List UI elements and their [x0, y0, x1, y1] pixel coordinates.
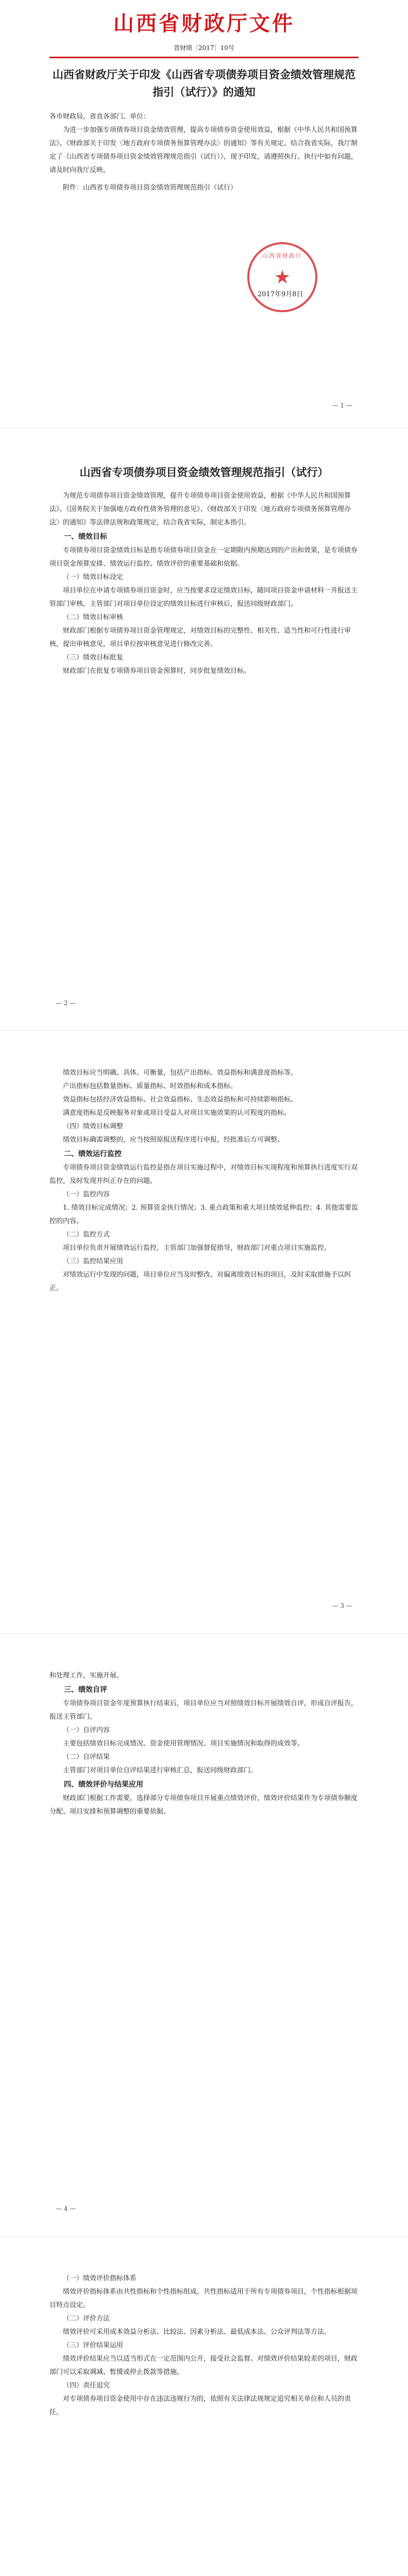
notice-body: 为进一步加强专项债券项目资金绩效管理，提高专项债券资金使用效益，根据《中华人民共和国预算法》、《财政部关于印发〈地方政府专项债务预算管理办法〉的通知》等有关规定，结合我省实际，我厅制定了《山西省专项债券项目资金绩效管理规范指引（试行）》，现予印发，请遵照执行。执行中如有问题，请及时向我厅反映。	[49, 126, 358, 174]
document-number: 晋财绩〔2017〕10号	[174, 44, 234, 52]
section-heading: 三、绩效自评	[64, 1686, 107, 1694]
paragraph: 和处理工作，实施开展。	[49, 1672, 124, 1680]
red-divider	[49, 57, 359, 58]
subsection-heading: （一）自评内容	[63, 1726, 110, 1734]
page-1	[0, 0, 408, 422]
paragraph: 项目单位在申请专项债券项目资金时，应当按要求设定绩效目标，随同项目资金申请材料一并报送主管部门审核。主管部门对项目单位设定的绩效目标进行审核后，报送同级财政部门。	[49, 587, 358, 608]
official-seal	[247, 242, 317, 312]
paragraph: 产出指标包括数量指标、质量指标、时效指标和成本指标。	[63, 1082, 237, 1090]
seal-text: 山西省财政厅	[262, 252, 302, 259]
subsection-heading: （二）自评结果	[63, 1753, 110, 1761]
paragraph: 绩效评价结果应当以适当形式在一定范围内公开，接受社会监督。对绩效评价结果较差的项目，财政部门可以采取调减、暂缓或停止拨款等措施。	[49, 2355, 358, 2376]
subsection-heading: （一）绩效目标设定	[63, 573, 124, 581]
subsection-heading: （一）监控内容	[63, 1191, 110, 1198]
subsection-heading: （三）绩效目标批复	[63, 654, 124, 662]
subsection-heading: （二）评价方法	[63, 2315, 110, 2323]
subsection-heading: （一）绩效评价指标体系	[63, 2275, 137, 2282]
paragraph: 专项债券项目资金年度预算执行结束后，项目单位应当对照绩效目标开展绩效自评，形成自评报告，报送主管部门。	[49, 1700, 358, 1721]
salutation: 各市财政局，省直各部门、单位：	[49, 113, 150, 121]
paragraph: 财政部门根据工作需要，选择部分专项债券项目开展重点绩效评价。绩效评价结果作为专项债券额度分配、项目安排和预算调整的重要依据。	[49, 1794, 358, 1816]
page-number: — 1 —	[332, 402, 352, 409]
section-heading: 一、绩效目标	[64, 533, 107, 541]
subsection-heading: （四）责任追究	[63, 2382, 110, 2389]
page-4	[0, 1638, 408, 2231]
star-icon: ★	[274, 266, 291, 288]
page-number: — 4 —	[56, 2205, 76, 2212]
subsection-heading: （四）绩效目标调整	[63, 1123, 124, 1130]
subsection-heading: （三）评价结果运用	[63, 2342, 124, 2349]
paragraph: 效益指标包括经济效益指标、社会效益指标、生态效益指标和可持续影响指标。	[63, 1096, 298, 1104]
paragraph: 满意度指标是反映服务对象或项目受益人对项目实施效果的认可程度的指标。	[63, 1109, 291, 1117]
page-number: — 2 —	[56, 999, 76, 1007]
paragraph: 财政部门根据专项债券项目资金管理规定，对绩效目标的完整性、相关性、适当性和可行性进行审核，提出审核意见，项目单位按审核意见进行修改完善。	[49, 627, 351, 648]
paragraph: 为规范专项债券项目资金绩效管理，提升专项债券项目资金使用效益，根据《中华人民共和国预算法》、《国务院关于加强地方政府性债务管理的意见》、《财政部关于印发〈地方政府专项债务预算管理办法〉的通知》等法律法规和政策规定，结合我省实际，制定本指引。	[49, 492, 351, 527]
document-header-agency: 山西省财政厅文件	[113, 11, 295, 36]
paragraph: 绩效目标确需调整的，应当按照原报送程序进行申报，经批准后方可调整。	[63, 1136, 284, 1144]
subsection-heading: （二）绩效目标审核	[63, 614, 124, 621]
paragraph: 主管部门对项目单位自评结果进行审核汇总，报送同级财政部门。	[63, 1767, 258, 1774]
guideline-title: 山西省专项债券项目资金绩效管理规范指引（试行）	[79, 466, 329, 479]
paragraph: 1. 绩效目标完成情况；2. 预算资金执行情况；3. 重点政策和重大项目绩效延伸监控；4. 其他需要监控的内容。	[49, 1204, 359, 1225]
subsection-heading: （三）监控结果应用	[63, 1258, 124, 1265]
paragraph: 绩效目标应当明确、具体、可衡量，包括产出指标、效益指标和满意度指标等。	[63, 1069, 298, 1077]
paragraph: 绩效评价可采用成本效益分析法、比较法、因素分析法、最低成本法、公众评判法等方法。	[63, 2328, 331, 2336]
paragraph: 对绩效运行中发现的问题，项目单位应当及时整改。对偏离绩效目标的项目，及时采取措施予以纠正。	[49, 1271, 351, 1292]
attachment-line: 附件：山西省专项债券项目资金绩效管理规范指引（试行）	[63, 184, 237, 192]
section-heading: 二、绩效运行监控	[64, 1150, 122, 1158]
section-heading: 四、绩效评价与结果应用	[64, 1781, 143, 1789]
page-3	[0, 1036, 408, 1628]
paragraph: 绩效评价指标体系由共性指标和个性指标组成。共性指标适用于所有专项债券项目，个性指标根据项目特点设定。	[49, 2288, 358, 2309]
issue-date: 2017年9月8日	[258, 291, 303, 298]
page-2	[0, 433, 408, 1025]
paragraph: 主要包括绩效目标完成情况、资金使用管理情况、项目实施情况和取得的成效等。	[63, 1740, 304, 1748]
paragraph: 项目单位负责开展绩效运行监控，主管部门加强督促指导，财政部门对重点项目实施监控。	[63, 1244, 331, 1252]
paragraph: 对专项债券项目资金使用中存在违法违规行为的，依照有关法律法规规定追究相关单位和人员的责任。	[49, 2395, 351, 2416]
subsection-heading: （二）监控方式	[63, 1231, 110, 1239]
notice-title: 山西省财政厅关于印发《山西省专项债券项目资金绩效管理规范指引（试行）》的通知	[53, 68, 355, 98]
page-number: — 3 —	[332, 1602, 352, 1609]
paragraph: 专项债券项目资金绩效目标是指专项债券项目资金在一定期限内预期达到的产出和效果，是专项债券项目资金预算安排、绩效运行监控、绩效评价的重要基础和依据。	[49, 547, 358, 568]
page-5	[0, 2241, 408, 2576]
paragraph: 财政部门在批复专项债券项目资金预算时，同步批复绩效目标。	[63, 667, 251, 675]
paragraph: 专项债券项目资金绩效运行监控是指在项目实施过程中，对绩效目标实现程度和预算执行进度实行双监控，及时发现并纠正存在的问题。	[49, 1164, 358, 1185]
